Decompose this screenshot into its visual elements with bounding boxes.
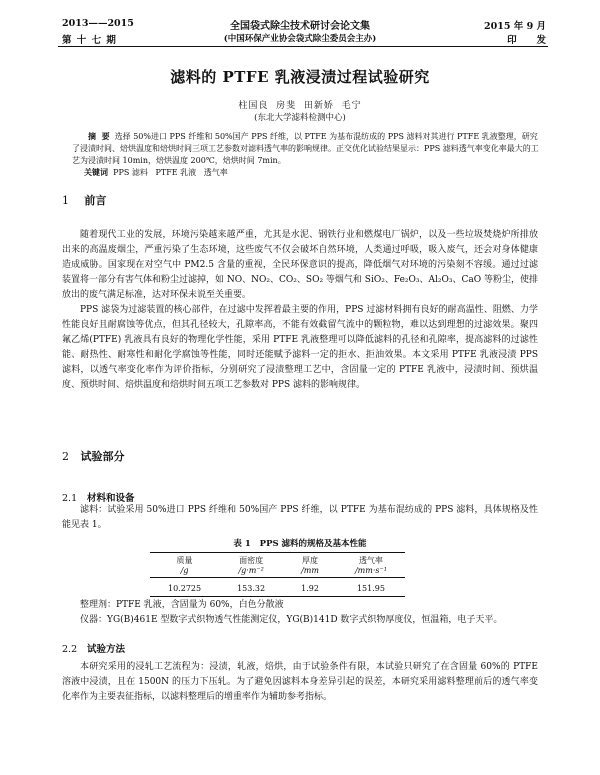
section22-number: 2.2 (62, 644, 78, 655)
section2-heading (62, 448, 125, 464)
abstract-text: 选择 50%进口 PPS 纤维和 50%国产 PPS 纤维，以 PTFE 为基布混纺成的 PPS 滤料对其进行 PTFE 乳液整理，研究了浸渍时间、焙烘温度和焙烘时间三项工艺参数对滤料透气率的影响规律。正交优化试验结果显示：PPS 滤料透气率变化率最大的工艺为浸渍时间 10min，焙烘温度 200℃，焙烘时间 7min。 (72, 132, 539, 165)
header-print: 印 发 (507, 35, 546, 46)
keywords-label: 关键词 (84, 167, 108, 177)
section2-number: 2 (62, 450, 69, 463)
section21-body (62, 503, 538, 533)
section1-number: 1 (62, 194, 69, 207)
section22-body (62, 660, 538, 705)
method-paragraph: 本研究采用的浸轧工艺流程为：浸渍，轧液，焙烘，由于试验条件有限，本试验只研究了在含固量 60%的 PTFE 溶液中浸渍，且在 1500N 的压力下压轧。为了避免因滤料本身差异引起的误差，本研究采用滤料整理前后的透气率变化率作为主要表征指标，以滤料整理后的增重率作为辅助参考指标。 (62, 662, 538, 702)
authors: 柱国良 房斐 田新娇 毛宁 (238, 101, 362, 111)
section1-title: 前言 (84, 194, 107, 207)
header-date: 2015 年 9 月 (484, 21, 546, 32)
section1-paragraph: PPS 滤袋为过滤装置的核心部件，在过滤中发挥着最主要的作用，PPS 过滤材料拥有良好的耐高温性、阻燃、力学性能良好且耐腐蚀等优点，但其孔径较大，孔隙率高，不能有效截留气流中的颗粒物，难以达到理想的过滤效果。聚四氟乙烯(PTFE) 乳液具有良好的物理化学性能，采用 PTFE 乳液整理可以降低滤料的孔径和孔隙率，提高滤料的过滤性能、耐热性、耐寒性和耐化学腐蚀等性能，同时还能赋予滤料一定的拒水、拒油效果。本文采用 PTFE 乳液浸渍 PPS 滤料，以透气率变化率作为评价指标，分别研究了浸渍整理工艺中，含固量一定的 PTFE 乳液中，浸渍时间、预烘温度、预烘时间、焙烘温度和焙烘时间五项工艺参数对 PPS 滤料的影响规律。 (62, 305, 538, 390)
abstract (72, 130, 542, 167)
table-cell: 10.2725 (168, 584, 202, 593)
table-cell: 153.32 (237, 584, 266, 593)
table-cell: 151.95 (356, 584, 385, 593)
section2-title: 试验部分 (80, 450, 125, 463)
instruments: 仪器：YG(B)461E 型数字式织物透气性能测定仪，YG(B)141D 数字式织物厚度仪，恒温箱，电子天平。 (80, 615, 503, 625)
finishing-agent: 整理剂：PTFE 乳液，含固量为 60%，白色分散液 (80, 600, 284, 610)
header-organizer: (中国环保产业协会袋式除尘委员会主办) (223, 34, 377, 44)
header-proceedings-title: 全国袋式除尘技术研讨会论文集 (230, 21, 370, 32)
section1-body (62, 228, 538, 393)
section1-paragraph: 随着现代工业的发展，环境污染越来越严重，尤其是水泥、钢铁行业和燃煤电厂锅炉，以及一些垃圾焚烧炉所排放出来的高温废烟尘，严重污染了生态环境，这些废气不仅会破坏自然环境，人类通过呼吸，吸入废气，还会对身体健康造成威胁。国家现在对空气中 PM2.5 含量的重视，全民环保意识的提高，降低烟气对环境的污染刻不容缓。通过过滤装置将一部分有害气体和粉尘过滤掉，如 NO、NO₂、CO₂、SO₂ 等烟气和 SiO₂、Fe₂O₃、Al₂O₃、CaO 等粉尘，使排放出的废气满足标准，达对环保未说至关重要。 (62, 230, 538, 300)
section22-heading (62, 641, 125, 655)
table-header-cell: 质量 /g (176, 556, 193, 575)
section22-title: 试验方法 (87, 644, 126, 655)
materials-paragraph: 滤料：试验采用 50%进口 PPS 纤维和 50%国产 PPS 纤维，以 PTFE 为基布混纺成的 PPS 滤料，具体规格及性能见表 1。 (62, 505, 538, 530)
keywords (84, 167, 534, 178)
table-header-cell: 厚度 /mm (301, 556, 319, 575)
table1 (150, 552, 405, 597)
keywords-text: PPS 滤料 PTFE 乳液 透气率 (113, 168, 228, 177)
paper-title: 滤料的 PTFE 乳液浸渍过程试验研究 (170, 68, 430, 86)
section21-number: 2.1 (62, 493, 78, 504)
table-cell: 1.92 (301, 584, 319, 593)
table-row (150, 578, 405, 597)
header-rule (58, 46, 548, 47)
header-issue-range: 2013——2015 (62, 18, 134, 29)
header-issue-number: 第 十 七 期 (62, 35, 117, 46)
table-header-row (150, 553, 405, 578)
table1-caption: 表 1 PPS 滤料的规格及基本性能 (233, 539, 367, 549)
materials-body (62, 598, 538, 628)
section21-heading (62, 490, 135, 504)
section1-heading (62, 192, 106, 208)
section21-title: 材料和设备 (87, 493, 135, 504)
table-header-cell: 面密度 /g·m⁻² (238, 556, 264, 575)
abstract-label: 摘 要 (88, 131, 110, 141)
table-header-cell: 透气率 /mm·s⁻¹ (354, 556, 387, 575)
affiliation: (东北大学滤料检测中心) (254, 113, 346, 123)
